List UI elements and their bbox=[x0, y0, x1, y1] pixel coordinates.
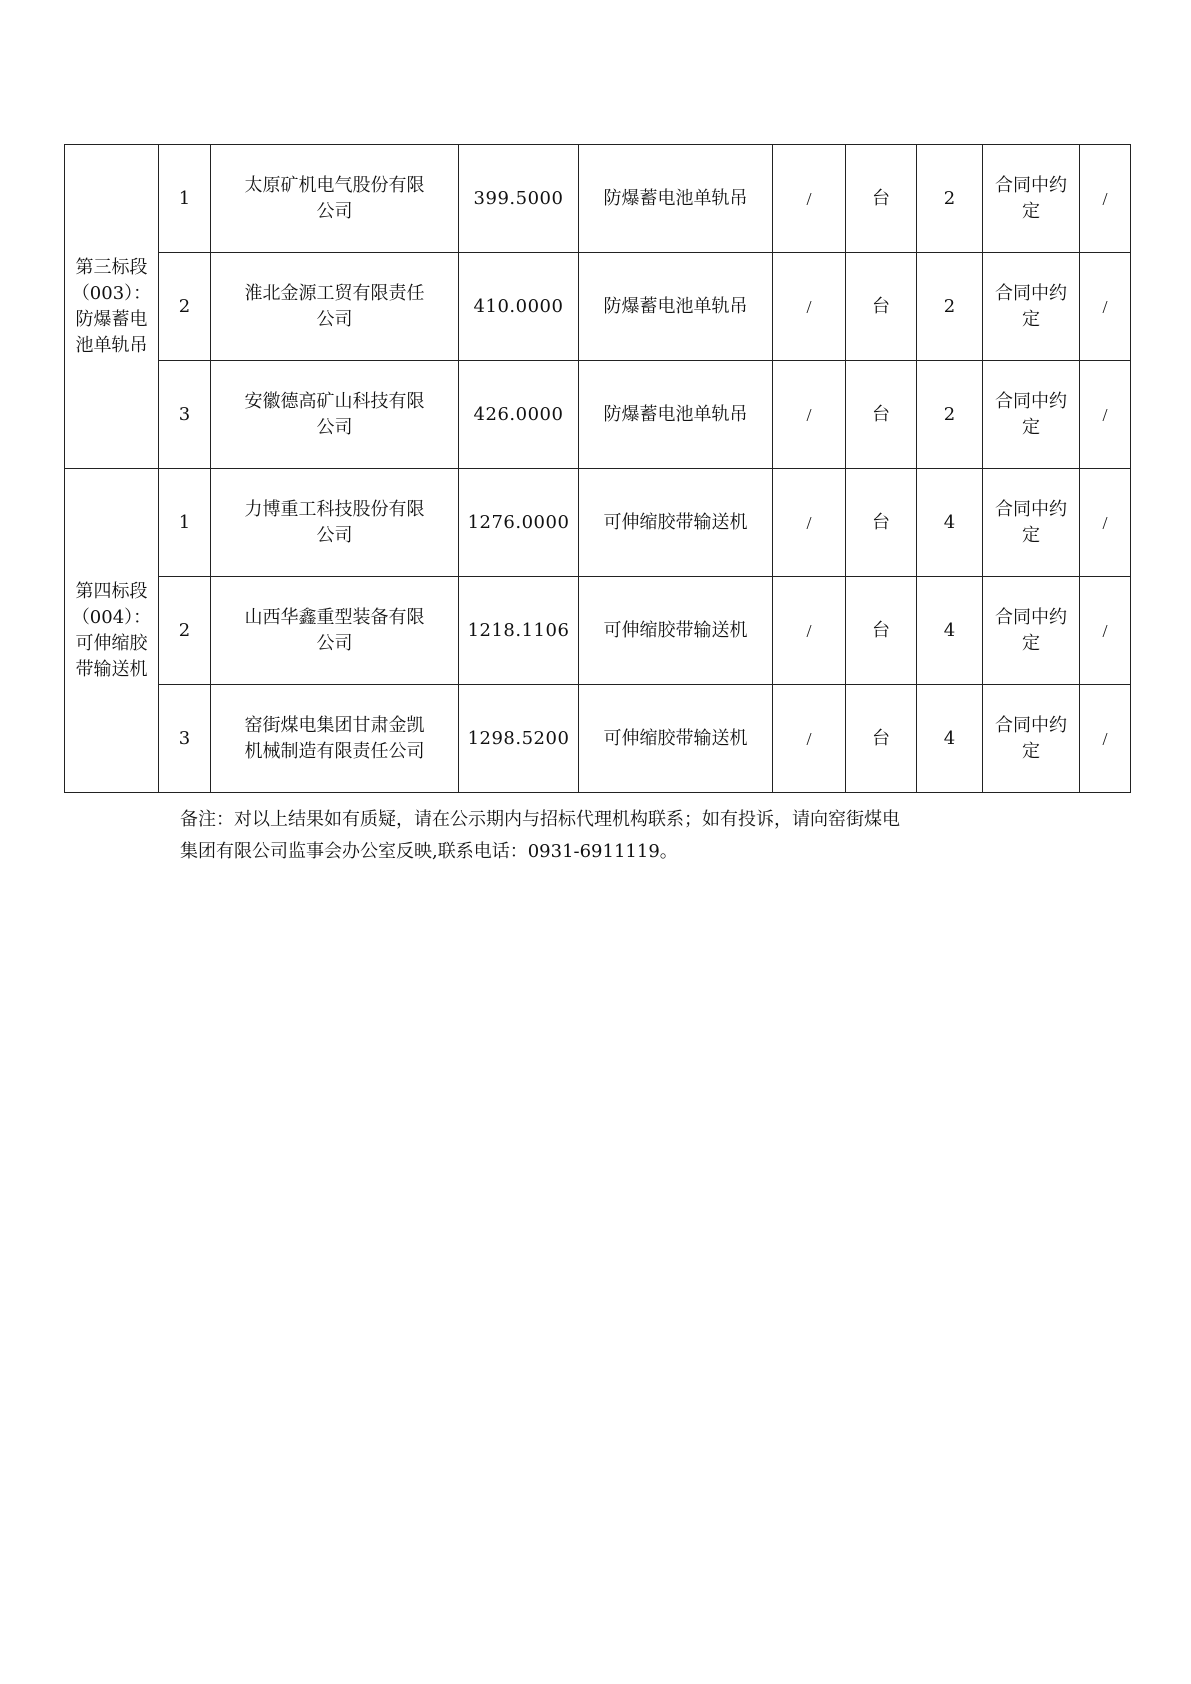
spec: / bbox=[773, 469, 846, 577]
bid-price: 399.5000 bbox=[459, 145, 579, 253]
remark: / bbox=[1080, 685, 1131, 793]
terms: 合同中约 定 bbox=[983, 577, 1080, 685]
terms: 合同中约 定 bbox=[983, 685, 1080, 793]
footnote-line: 集团有限公司监事会办公室反映,联系电话：0931-6911119。 bbox=[180, 841, 678, 862]
company-name: 力博重工科技股份有限 公司 bbox=[211, 469, 459, 577]
remark: / bbox=[1080, 577, 1131, 685]
bid-price: 1276.0000 bbox=[459, 469, 579, 577]
section-label: 第三标段 （003）： 防爆蓄电 池单轨吊 bbox=[65, 145, 159, 469]
company-name: 太原矿机电气股份有限 公司 bbox=[211, 145, 459, 253]
bid-price: 1298.5200 bbox=[459, 685, 579, 793]
table-row bbox=[65, 685, 1131, 793]
company-name: 窑街煤电集团甘肃金凯 机械制造有限责任公司 bbox=[211, 685, 459, 793]
spec: / bbox=[773, 685, 846, 793]
bid-price: 1218.1106 bbox=[459, 577, 579, 685]
quantity: 4 bbox=[917, 685, 983, 793]
remark: / bbox=[1080, 469, 1131, 577]
unit: 台 bbox=[846, 469, 917, 577]
terms: 合同中约 定 bbox=[983, 145, 1080, 253]
company-name: 安徽德高矿山科技有限 公司 bbox=[211, 361, 459, 469]
product-name: 防爆蓄电池单轨吊 bbox=[579, 253, 773, 361]
quantity: 2 bbox=[917, 361, 983, 469]
quantity: 2 bbox=[917, 253, 983, 361]
spec: / bbox=[773, 253, 846, 361]
table-row bbox=[65, 469, 1131, 577]
product-name: 可伸缩胶带输送机 bbox=[579, 469, 773, 577]
remark: / bbox=[1080, 361, 1131, 469]
terms: 合同中约 定 bbox=[983, 361, 1080, 469]
terms: 合同中约 定 bbox=[983, 469, 1080, 577]
table-row bbox=[65, 577, 1131, 685]
table-row bbox=[65, 253, 1131, 361]
table-body bbox=[65, 145, 1131, 793]
spec: / bbox=[773, 577, 846, 685]
product-name: 可伸缩胶带输送机 bbox=[579, 577, 773, 685]
bid-price: 426.0000 bbox=[459, 361, 579, 469]
results-table bbox=[64, 144, 1131, 793]
quantity: 4 bbox=[917, 577, 983, 685]
company-name: 山西华鑫重型装备有限 公司 bbox=[211, 577, 459, 685]
footnote-line: 备注：对以上结果如有质疑，请在公示期内与招标代理机构联系；如有投诉，请向窑街煤电 bbox=[180, 809, 900, 830]
quantity: 4 bbox=[917, 469, 983, 577]
row-index: 2 bbox=[159, 253, 211, 361]
product-name: 防爆蓄电池单轨吊 bbox=[579, 145, 773, 253]
quantity: 2 bbox=[917, 145, 983, 253]
table-row bbox=[65, 145, 1131, 253]
footnote bbox=[180, 804, 1040, 868]
row-index: 3 bbox=[159, 361, 211, 469]
spec: / bbox=[773, 145, 846, 253]
unit: 台 bbox=[846, 685, 917, 793]
section-label: 第四标段 （004）： 可伸缩胶 带输送机 bbox=[65, 469, 159, 793]
product-name: 可伸缩胶带输送机 bbox=[579, 685, 773, 793]
row-index: 3 bbox=[159, 685, 211, 793]
remark: / bbox=[1080, 145, 1131, 253]
spec: / bbox=[773, 361, 846, 469]
remark: / bbox=[1080, 253, 1131, 361]
company-name: 淮北金源工贸有限责任 公司 bbox=[211, 253, 459, 361]
unit: 台 bbox=[846, 253, 917, 361]
unit: 台 bbox=[846, 361, 917, 469]
terms: 合同中约 定 bbox=[983, 253, 1080, 361]
unit: 台 bbox=[846, 577, 917, 685]
row-index: 2 bbox=[159, 577, 211, 685]
row-index: 1 bbox=[159, 469, 211, 577]
table-row bbox=[65, 361, 1131, 469]
unit: 台 bbox=[846, 145, 917, 253]
bid-price: 410.0000 bbox=[459, 253, 579, 361]
product-name: 防爆蓄电池单轨吊 bbox=[579, 361, 773, 469]
row-index: 1 bbox=[159, 145, 211, 253]
